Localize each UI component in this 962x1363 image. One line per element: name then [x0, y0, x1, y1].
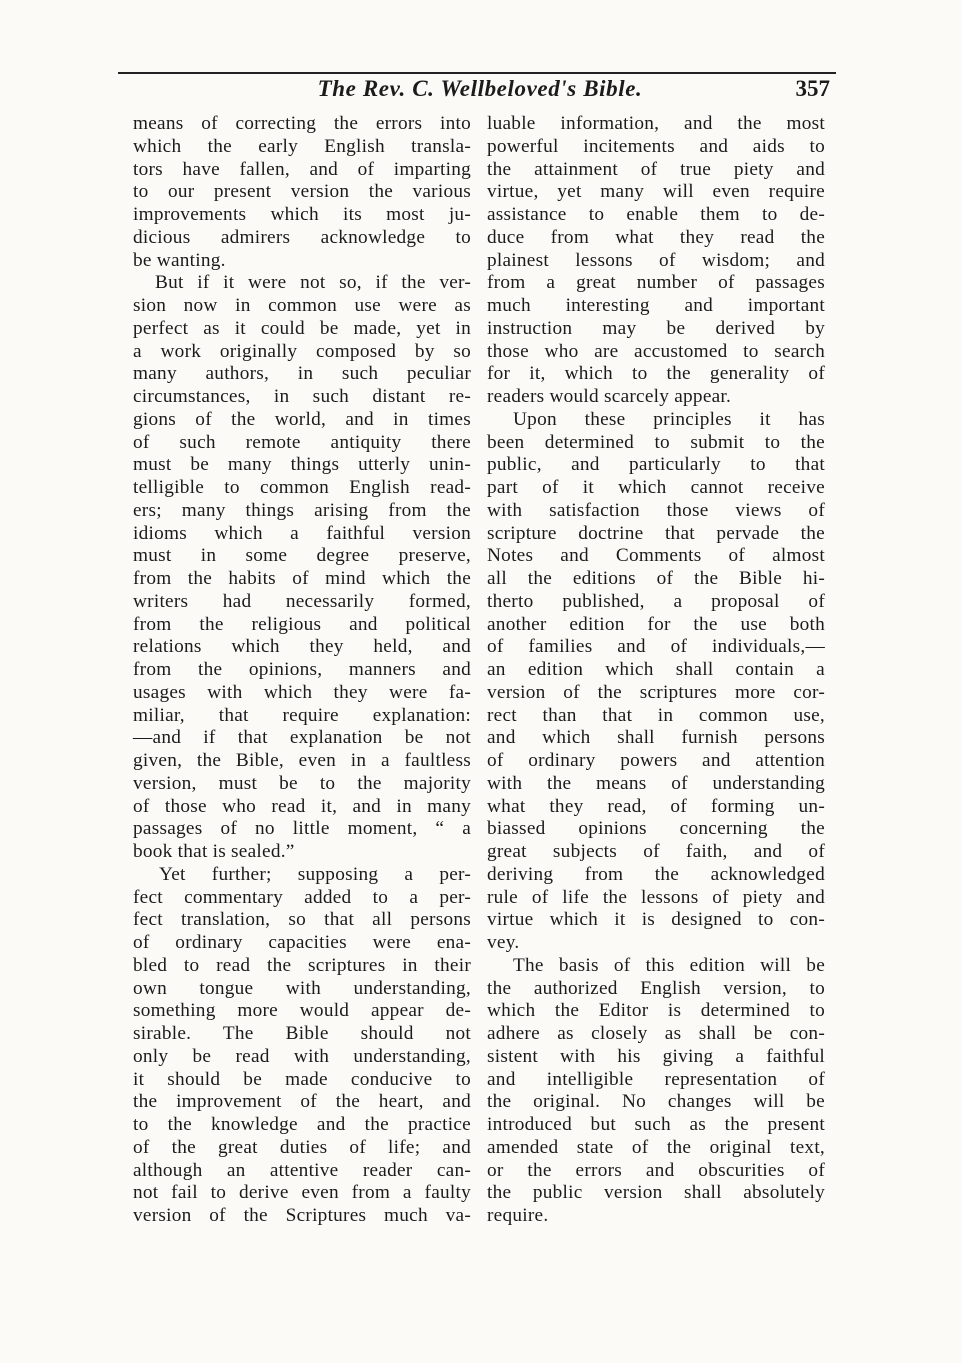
text-line: of ordinary powers and attention — [487, 750, 825, 771]
right-column — [487, 113, 825, 1228]
text-line: circumstances, in such distant re- — [133, 386, 471, 407]
text-line: scripture doctrine that pervade the — [487, 522, 825, 544]
text-line: instruction may be derived by — [487, 317, 825, 339]
text-line: The basis of this edition will be — [513, 954, 825, 976]
text-line: been determined to submit to the — [487, 431, 825, 453]
text-line: another edition for the use both — [487, 613, 825, 635]
text-line: be wanting. — [133, 249, 226, 271]
text-line: of those who read it, and in many — [133, 795, 471, 817]
page-number: 357 — [795, 76, 830, 101]
text-line: not fail to derive even from a faulty — [133, 1182, 471, 1204]
text-line: own tongue with understanding, — [133, 977, 471, 999]
text-line: perfect as it could be made, yet in — [133, 317, 471, 339]
text-line: version, must be to the majority — [133, 772, 471, 794]
text-line: what they read, of forming un- — [487, 795, 825, 817]
text-line: of such remote antiquity there — [133, 431, 471, 453]
text-line: But if it were not so, if the ver- — [155, 272, 471, 294]
text-line: version of the scriptures more cor- — [487, 681, 825, 703]
text-line: powerful incitements and aids to — [487, 135, 825, 157]
text-line: tors have fallen, and of imparting — [133, 158, 471, 180]
left-column — [133, 113, 471, 1228]
text-line: Notes and Comments of almost — [487, 545, 825, 567]
text-line: Upon these principles it has — [513, 408, 825, 430]
text-line: for it, which to the generality of — [487, 363, 825, 385]
text-line: gions of the world, and in times — [133, 408, 471, 430]
text-line: much interesting and important — [487, 295, 825, 316]
text-line: readers would scarcely appear. — [487, 386, 732, 407]
text-line: rect than that in common use, — [487, 704, 825, 726]
text-line: adhere as closely as shall be con- — [487, 1023, 825, 1044]
text-line: require. — [487, 1205, 549, 1226]
text-line: the improvement of the heart, and — [133, 1091, 471, 1113]
text-line: virtue which it is designed to con- — [487, 909, 825, 931]
text-line: from a great number of passages — [487, 272, 825, 294]
text-line: sirable. The Bible should not — [133, 1023, 471, 1044]
text-line: assistance to enable them to de- — [487, 204, 825, 225]
text-line: version of the Scriptures much va- — [133, 1205, 471, 1226]
header-rule — [118, 72, 836, 74]
text-line: fect commentary added to a per- — [133, 886, 471, 908]
text-line: a work originally composed by so — [133, 340, 471, 362]
text-line: those who are accustomed to search — [487, 340, 825, 362]
text-line: which the Editor is determined to — [487, 1000, 825, 1022]
text-line: deriving from the acknowledged — [487, 863, 825, 885]
text-line: it should be made conducive to — [133, 1068, 471, 1090]
text-line: which the early English transla- — [133, 135, 471, 157]
text-line: many authors, in such peculiar — [133, 363, 471, 385]
text-line: the public version shall absolutely — [487, 1182, 825, 1204]
text-line: writers had necessarily formed, — [133, 590, 471, 612]
text-line: to the knowledge and the practice — [133, 1114, 471, 1135]
text-line: of families and of individuals,— — [487, 636, 825, 658]
text-line: of ordinary capacities were ena- — [133, 932, 471, 953]
text-line: great subjects of faith, and of — [487, 841, 825, 862]
text-line: therto published, a proposal of — [487, 590, 825, 612]
text-line: and which shall furnish persons — [487, 727, 825, 749]
running-title: The Rev. C. Wellbeloved's Bible. — [317, 76, 643, 101]
text-line: the attainment of true piety and — [487, 158, 825, 180]
text-line: means of correcting the errors into — [133, 113, 471, 134]
text-line: with the means of understanding — [487, 772, 825, 794]
text-line: passages of no little moment, “ a — [133, 818, 471, 840]
text-line: duce from what they read the — [487, 226, 825, 248]
text-line: biassed opinions concerning the — [487, 818, 825, 840]
text-line: luable information, and the most — [487, 113, 825, 134]
text-line: the authorized English version, to — [487, 977, 825, 999]
text-line: relations which they held, and — [133, 636, 471, 658]
text-line: or the errors and obscurities of — [487, 1159, 825, 1181]
text-line: ers; many things arising from the — [133, 499, 471, 521]
text-line: only be read with understanding, — [133, 1045, 471, 1067]
text-line: from the religious and political — [133, 613, 471, 635]
text-line: given, the Bible, even in a faultless — [133, 750, 471, 771]
text-line: improvements which its most ju- — [133, 204, 471, 225]
text-line: public, and particularly to that — [487, 454, 825, 476]
text-line: an edition which shall contain a — [487, 659, 825, 680]
text-line: telligible to common English read- — [133, 477, 471, 498]
text-line: although an attentive reader can- — [133, 1159, 471, 1181]
text-line: sion now in common use were as — [133, 295, 471, 316]
text-line: the original. No changes will be — [487, 1091, 825, 1113]
text-line: must be many things utterly unin- — [133, 454, 471, 476]
text-line: with satisfaction those views of — [487, 499, 825, 521]
text-line: plainest lessons of wisdom; and — [487, 249, 825, 271]
text-line: book that is sealed.” — [133, 841, 295, 862]
text-line: sistent with his giving a faithful — [487, 1045, 825, 1067]
text-line: fect translation, so that all persons — [133, 909, 471, 931]
text-line: usages with which they were fa- — [133, 681, 471, 703]
text-line: idioms which a faithful version — [133, 522, 471, 544]
text-line: to our present version the various — [133, 181, 471, 203]
text-line: Yet further; supposing a per- — [159, 863, 471, 885]
text-line: bled to read the scriptures in their — [133, 954, 471, 976]
text-line: something more would appear de- — [133, 1000, 471, 1022]
text-line: from the opinions, manners and — [133, 659, 471, 680]
text-line: virtue, yet many will even require — [487, 181, 825, 203]
text-line: must in some degree preserve, — [133, 545, 471, 567]
text-line: miliar, that require explanation: — [133, 704, 471, 726]
text-line: and intelligible representation of — [487, 1068, 825, 1090]
text-line: of the great duties of life; and — [133, 1136, 471, 1158]
text-line: rule of life the lessons of piety and — [487, 886, 825, 908]
text-line: from the habits of mind which the — [133, 568, 471, 589]
text-line: —and if that explanation be not — [133, 727, 471, 749]
text-line: dicious admirers acknowledge to — [133, 226, 471, 248]
text-line: all the editions of the Bible hi- — [487, 568, 825, 589]
text-line: vey. — [487, 932, 520, 953]
text-line: amended state of the original text, — [487, 1136, 825, 1158]
text-line: part of it which cannot receive — [487, 477, 825, 498]
text-line: introduced but such as the present — [487, 1114, 825, 1135]
